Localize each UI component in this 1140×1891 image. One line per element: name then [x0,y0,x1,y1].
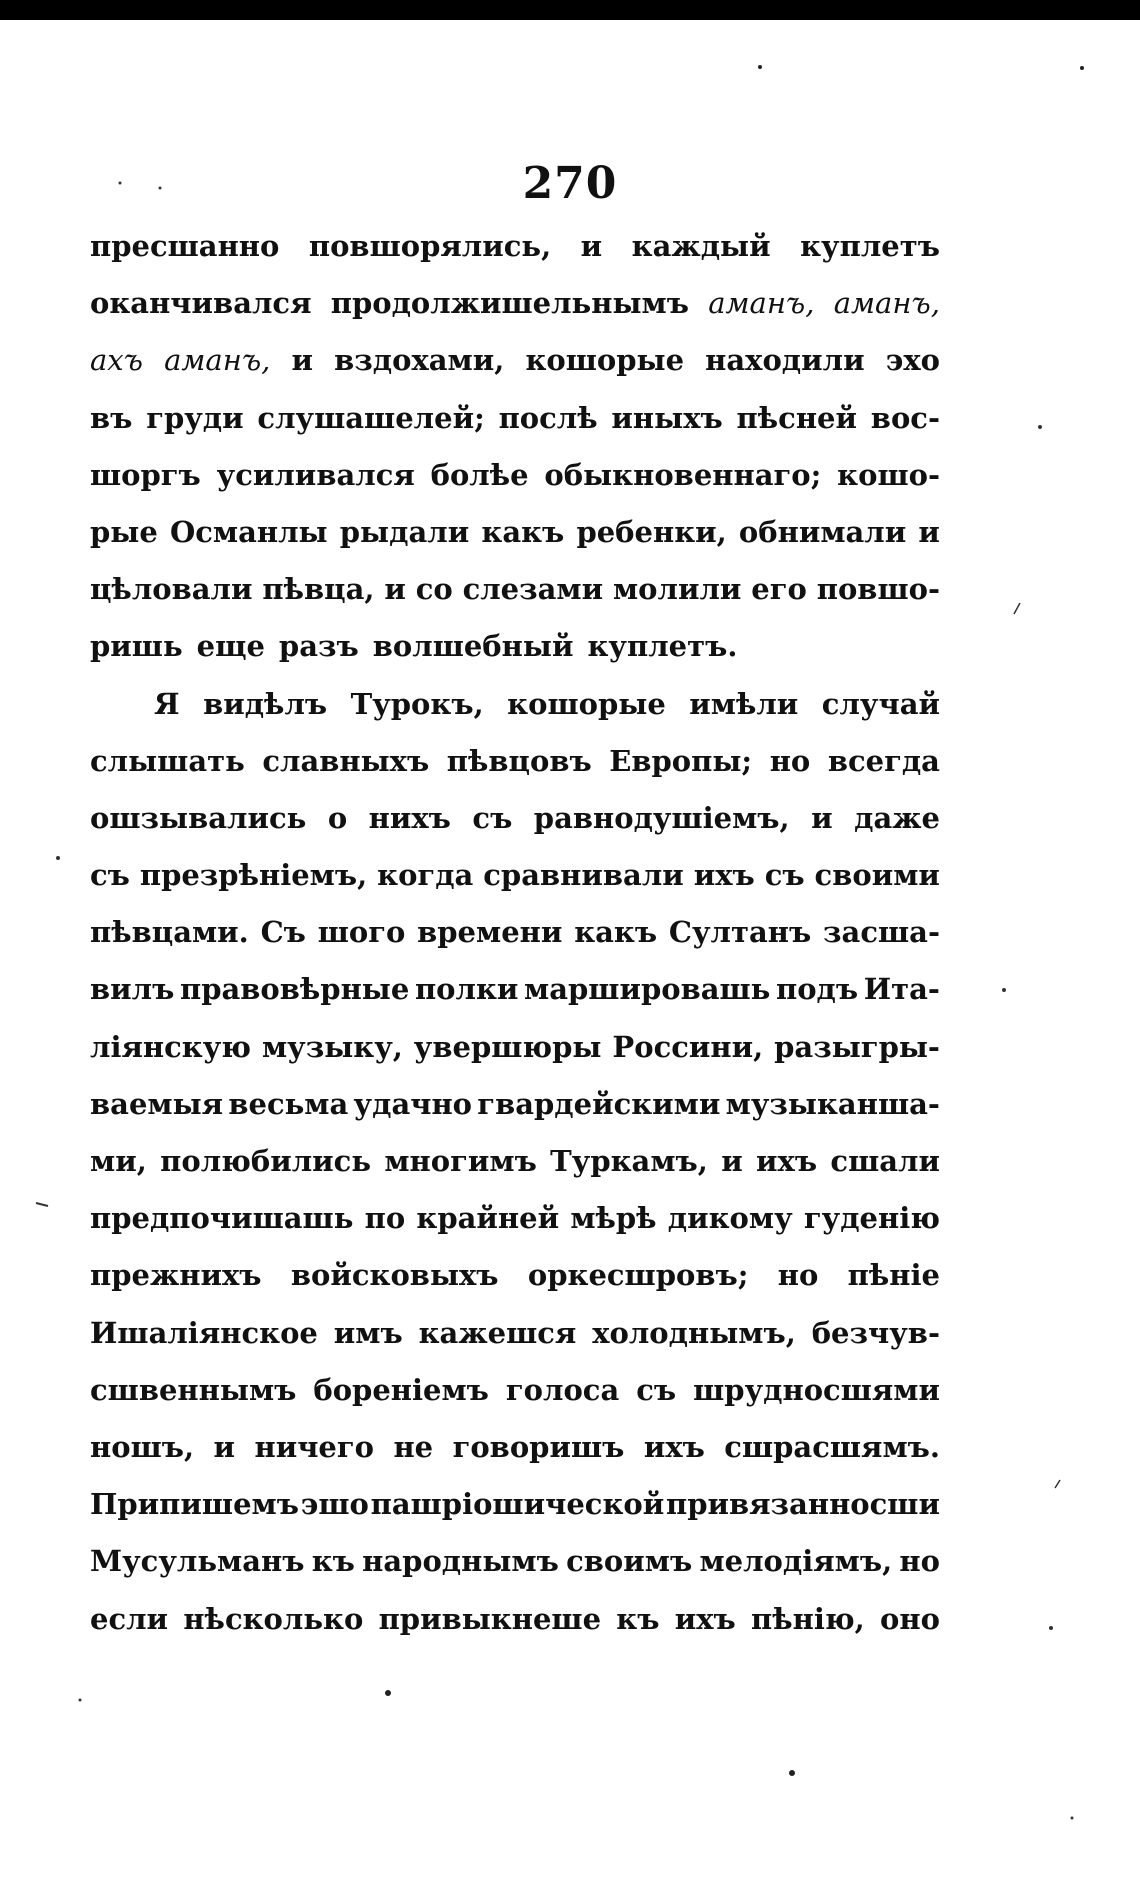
word: Европы; [609,743,753,778]
word: не [393,1429,434,1464]
word: обнимали [738,514,907,549]
word: Припишемъ [90,1487,299,1522]
word: но [769,743,811,778]
word: сравнивали [483,858,684,893]
word: мелодіямъ, [699,1544,893,1579]
word: увершюры [413,1029,602,1064]
word: пѣсней [736,400,858,435]
word: иныхъ [611,400,723,435]
word: куплетъ. [587,629,738,664]
speck [1080,66,1084,70]
word: съ [472,800,513,835]
speck [1071,1817,1074,1820]
word: случай [821,686,940,721]
word: вос- [870,400,940,435]
word: ничего [254,1429,374,1464]
word: аманъ, [708,286,815,321]
word: повшорялись, [308,229,552,263]
word: гвардейскими [477,1086,721,1121]
speck [79,1699,82,1702]
word: подъ [775,972,859,1007]
word: пѣвца, [262,572,375,607]
word: времени [417,915,563,950]
word: Ита- [863,972,940,1007]
word: кошорые [525,343,685,378]
word: и [918,514,940,549]
word: пѣніе [847,1258,940,1293]
word: оркесшровъ; [527,1258,749,1293]
word: шрудносшями [693,1372,940,1407]
word: видѣлъ [203,686,328,721]
speck [1014,603,1020,614]
speck [56,856,60,860]
text-line [90,800,940,861]
word: оно [880,1601,940,1636]
word: ришь [90,629,183,664]
text-line [90,572,940,632]
word: какъ [481,514,565,549]
word: вилъ [90,972,175,1007]
word: продолжишельнымъ [330,286,689,321]
word: въ [90,400,133,435]
word: куплетъ [800,229,940,263]
word: обыкновеннаго; [544,457,822,492]
word: имѣли [689,686,799,721]
word: оканчивался [90,286,312,321]
word: равнодушіемъ, [533,800,790,835]
word: ваемыя [90,1086,224,1121]
word: кажешся [418,1315,577,1350]
word: Османлы [169,514,328,549]
word: Я [154,686,180,721]
word: груди [146,400,244,435]
word: еще [196,629,265,664]
word: цѣловали [90,572,253,607]
word: со [415,572,453,607]
word: нѣсколько [183,1601,364,1636]
word: рые [90,514,158,549]
word: рыдали [339,514,470,549]
word: бореніемъ [313,1372,489,1407]
word: и [291,343,313,378]
speck [758,65,762,69]
word: привязанносши [665,1487,940,1522]
word: Съ [260,915,306,950]
word: своимъ [566,1544,693,1579]
word: пресшанно [90,229,280,263]
word: полки [414,972,519,1007]
text-line [90,400,940,461]
word: Султанъ [668,915,812,950]
text-line [90,1201,940,1261]
word: полюбились [160,1144,372,1178]
body-text [90,229,940,1662]
word: когда [377,858,474,893]
text-line [90,972,940,1032]
word: Ишаліянское [90,1315,318,1350]
text-line [90,1601,940,1662]
word: сшали [830,1144,940,1178]
word: къ [311,1544,355,1579]
word: пѣвцами. [90,915,249,950]
word: каждый [631,229,771,263]
word: пашріошической [370,1487,665,1522]
word: разыгры- [774,1029,940,1064]
word: славныхъ [262,743,430,778]
word: эхо [885,343,940,378]
word: съ [764,858,805,893]
word: Туркамъ, [550,1144,708,1178]
word: крайней [416,1201,560,1236]
word: слышать [90,743,245,778]
text-line [90,1029,940,1090]
word: Турокъ, [350,686,484,721]
word: усиливался [216,457,415,492]
speck [36,1203,48,1206]
text-line [90,1429,940,1490]
word: о [327,800,348,835]
word: повшо- [816,572,940,607]
text-line [90,1372,940,1433]
text-line [90,1086,940,1147]
word: ношъ, [90,1429,195,1464]
word: ахъ [90,343,143,378]
text-line [90,686,940,747]
text-line [90,1315,940,1376]
word: шоргъ [90,457,201,492]
word: волшебный [372,629,574,664]
word: шого [317,915,406,950]
word: войсковыхъ [290,1258,499,1293]
word: музыку, [261,1029,403,1064]
word: и [721,1144,743,1178]
word: сшрасшямъ. [724,1429,940,1464]
word: пѣвцовъ [446,743,592,778]
text-line [90,286,940,346]
text-line [90,743,940,804]
text-line [90,457,940,518]
word: болѣе [430,457,529,492]
text-line [90,1487,940,1547]
word: ихъ [693,858,755,893]
word: кошо- [837,457,940,492]
word: кошорые [507,686,666,721]
word: маршировашь [524,972,771,1007]
word: слушашелей; [257,400,485,435]
word: эшо [300,1487,369,1522]
word: весьма [228,1086,349,1121]
word: пѣнію, [751,1601,865,1636]
word: но [899,1544,940,1579]
scan-top-band [0,0,1140,20]
word: удачно [353,1086,473,1121]
word: сшвеннымъ [90,1372,297,1407]
word: даже [854,800,940,835]
word: многимъ [384,1144,537,1178]
word: ошзывались [90,800,307,835]
word: ми, [90,1144,147,1178]
word: ребенки, [576,514,727,549]
word: молили [612,572,742,607]
speck [789,1770,795,1776]
word: ихъ [674,1601,736,1636]
word: ихъ [756,1144,818,1178]
word: и [213,1429,236,1464]
word: привыкнеше [378,1601,602,1636]
word: правовѣрные [179,972,410,1007]
text-line [90,514,940,575]
word: имъ [333,1315,403,1350]
word: мѣрѣ [570,1201,657,1236]
text-line [90,629,940,689]
speck [385,1690,391,1696]
text-line [90,858,940,918]
word: вздохами, [334,343,505,378]
word: предпочишашь [90,1201,354,1236]
text-line [90,1544,940,1604]
word: прежнихъ [90,1258,262,1293]
word: и [384,572,406,607]
word: по [364,1201,406,1236]
word: Россини, [612,1029,764,1064]
word: аманъ, [164,343,271,378]
word: съ [636,1372,677,1407]
word: и [811,800,833,835]
speck [1038,425,1042,429]
word: презрѣніемъ, [139,858,368,893]
word: Мусульманъ [90,1544,305,1579]
word: но [777,1258,819,1293]
word: нихъ [368,800,451,835]
word: дикому [667,1201,793,1236]
word: гуденію [803,1201,940,1236]
word: его [751,572,807,607]
text-line [90,343,940,403]
text-line [90,1144,940,1204]
word: разъ [278,629,359,664]
word: холоднымъ, [592,1315,796,1350]
word: если [90,1601,169,1636]
word: народнымъ [362,1544,559,1579]
word: всегда [827,743,940,778]
word: безчув- [811,1315,940,1350]
speck [1002,988,1006,992]
word: музыканша- [725,1086,940,1121]
text-line [90,1258,940,1318]
word: своими [814,858,940,893]
word: говоришъ [452,1429,625,1464]
word: аманъ, [833,286,940,321]
page-number: 270 [522,158,618,209]
speck [1055,1480,1060,1488]
word: ихъ [643,1429,705,1464]
word: съ [90,858,130,893]
word: ліянскую [90,1029,252,1064]
word: и [580,229,603,263]
text-line [90,915,940,975]
speck [1049,1626,1053,1630]
word: слезами [462,572,604,607]
word: голоса [505,1372,620,1407]
word: какъ [574,915,658,950]
word: находили [705,343,865,378]
word: послѣ [498,400,598,435]
word: засша- [823,915,940,950]
text-line [90,229,940,289]
word: къ [616,1601,660,1636]
